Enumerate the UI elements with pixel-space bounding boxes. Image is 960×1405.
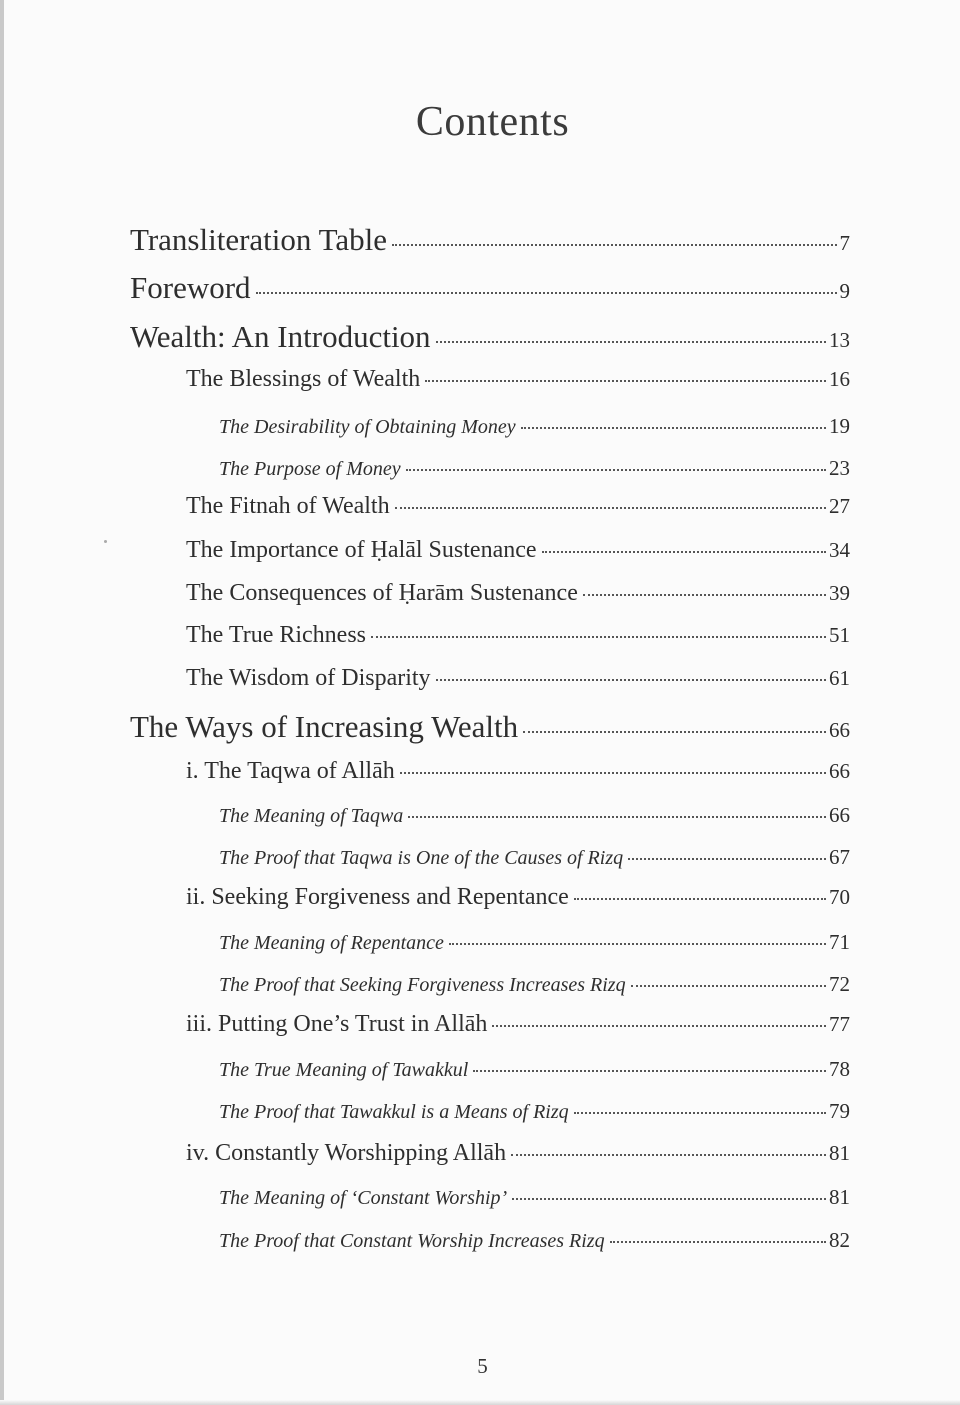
dot-leader — [511, 1154, 826, 1156]
toc-entry[interactable] — [219, 803, 850, 828]
toc-entry-title: The Consequences of Ḥarām Sustenance — [186, 580, 578, 606]
toc-entry-title: The Proof that Taqwa is One of the Causes of Rizq — [219, 847, 624, 869]
toc-entry-title: The Proof that Seeking Forgiveness Increases Rizq — [219, 974, 626, 996]
toc-entry[interactable] — [130, 270, 850, 306]
toc-entry-page: 79 — [829, 1099, 850, 1123]
dot-leader — [371, 636, 826, 638]
toc-entry-page: 23 — [829, 456, 850, 480]
dot-leader — [449, 943, 826, 945]
dot-leader — [392, 244, 837, 246]
toc-entry-page: 66 — [829, 803, 850, 827]
toc-entry-title: The Proof that Constant Worship Increases Rizq — [219, 1230, 605, 1252]
toc-entry-page: 82 — [829, 1228, 850, 1252]
page-left-edge — [0, 0, 4, 1405]
toc-entry[interactable] — [219, 1057, 850, 1082]
page-number: 5 — [477, 1354, 488, 1378]
dot-leader — [574, 898, 826, 900]
toc-entry[interactable] — [219, 845, 850, 870]
toc-entry-page: 70 — [829, 885, 850, 909]
dot-leader — [492, 1025, 826, 1027]
toc-entry-title: The Purpose of Money — [219, 458, 401, 480]
toc-entry[interactable] — [186, 884, 850, 911]
toc-entry-title: iv. Constantly Worshipping Allāh — [186, 1140, 507, 1166]
toc-entry[interactable] — [219, 1099, 850, 1124]
dot-leader — [542, 551, 826, 553]
toc-entry[interactable] — [186, 758, 850, 785]
toc-entry[interactable] — [186, 1140, 850, 1167]
toc-entry[interactable] — [186, 580, 850, 607]
toc-entry[interactable] — [219, 1228, 850, 1253]
toc-entry-title: i. The Taqwa of Allāh — [186, 758, 395, 784]
toc-entry-title: iii. Putting One’s Trust in Allāh — [186, 1011, 488, 1037]
toc-entry-title: The Meaning of Repentance — [219, 932, 444, 954]
toc-entry[interactable] — [130, 319, 850, 355]
toc-entry-page: 78 — [829, 1057, 850, 1081]
dot-leader — [583, 594, 826, 596]
dot-leader — [425, 380, 826, 382]
dot-leader — [473, 1070, 826, 1072]
dot-leader — [631, 985, 826, 987]
toc-entry[interactable] — [219, 930, 850, 955]
toc-entry-title: The Importance of Ḥalāl Sustenance — [186, 537, 537, 563]
toc-entry[interactable] — [219, 414, 850, 439]
toc-entry[interactable] — [219, 456, 850, 481]
dot-leader — [436, 679, 826, 681]
dot-leader — [400, 772, 826, 774]
toc-entry[interactable] — [186, 1011, 850, 1038]
toc-entry[interactable] — [130, 709, 850, 745]
toc-entry[interactable] — [186, 493, 850, 520]
toc-entry-page: 7 — [839, 231, 850, 255]
toc-entry-page: 81 — [829, 1141, 850, 1165]
toc-entry-page: 72 — [829, 972, 850, 996]
toc-entry-page: 66 — [829, 759, 850, 783]
dot-leader — [521, 427, 826, 429]
dot-leader — [512, 1198, 826, 1200]
toc-entry-page: 61 — [829, 666, 850, 690]
toc-entry-page: 71 — [829, 930, 850, 954]
toc-entry-title: Wealth: An Introduction — [130, 319, 431, 354]
toc-entry-page: 67 — [829, 845, 850, 869]
toc-entry-title: The Meaning of Taqwa — [219, 805, 404, 827]
toc-entry-title: The Proof that Tawakkul is a Means of Rizq — [219, 1101, 569, 1123]
dot-leader — [523, 731, 826, 733]
dot-leader — [256, 292, 837, 294]
toc-entry-page: 66 — [829, 718, 850, 742]
dot-leader — [574, 1112, 826, 1114]
toc-entry-title: The Ways of Increasing Wealth — [130, 709, 519, 744]
toc-entry-title: The Desirability of Obtaining Money — [219, 416, 516, 438]
scan-speck — [104, 540, 107, 543]
toc-entry-page: 27 — [829, 494, 850, 518]
toc-entry-page: 19 — [829, 414, 850, 438]
toc-entry-page: 16 — [829, 367, 850, 391]
toc-entry-title: ii. Seeking Forgiveness and Repentance — [186, 884, 569, 910]
toc-entry[interactable] — [186, 622, 850, 649]
dot-leader — [406, 469, 826, 471]
toc-entry-page: 34 — [829, 538, 850, 562]
toc-entry-page: 77 — [829, 1012, 850, 1036]
toc-entry[interactable] — [186, 366, 850, 393]
toc-entry-title: Transliteration Table — [130, 222, 387, 257]
toc-entry-page: 13 — [829, 328, 850, 352]
dot-leader — [395, 507, 826, 509]
toc-entry-page: 39 — [829, 581, 850, 605]
toc-entry-title: The Wisdom of Disparity — [186, 665, 431, 691]
toc-entry[interactable] — [186, 537, 850, 564]
toc-entry-title: The Blessings of Wealth — [186, 366, 421, 392]
toc-entry[interactable] — [186, 665, 850, 692]
toc-entry-title: The Fitnah of Wealth — [186, 493, 390, 519]
toc-entry-page: 9 — [839, 279, 850, 303]
dot-leader — [628, 858, 826, 860]
toc-entry[interactable] — [219, 972, 850, 997]
dot-leader — [436, 341, 826, 343]
toc-entry-page: 81 — [829, 1185, 850, 1209]
dot-leader — [610, 1241, 826, 1243]
toc-entry-page: 51 — [829, 623, 850, 647]
toc-entry-title: The True Meaning of Tawakkul — [219, 1059, 469, 1081]
toc-entry[interactable] — [219, 1185, 850, 1210]
dot-leader — [408, 816, 826, 818]
toc-entry-title: The True Richness — [186, 622, 366, 648]
contents-heading: Contents — [415, 99, 570, 145]
toc-entry-title: The Meaning of ‘Constant Worship’ — [219, 1187, 508, 1209]
page-bottom-edge — [0, 1400, 960, 1405]
toc-entry-title: Foreword — [130, 270, 251, 305]
toc-entry[interactable] — [130, 222, 850, 258]
